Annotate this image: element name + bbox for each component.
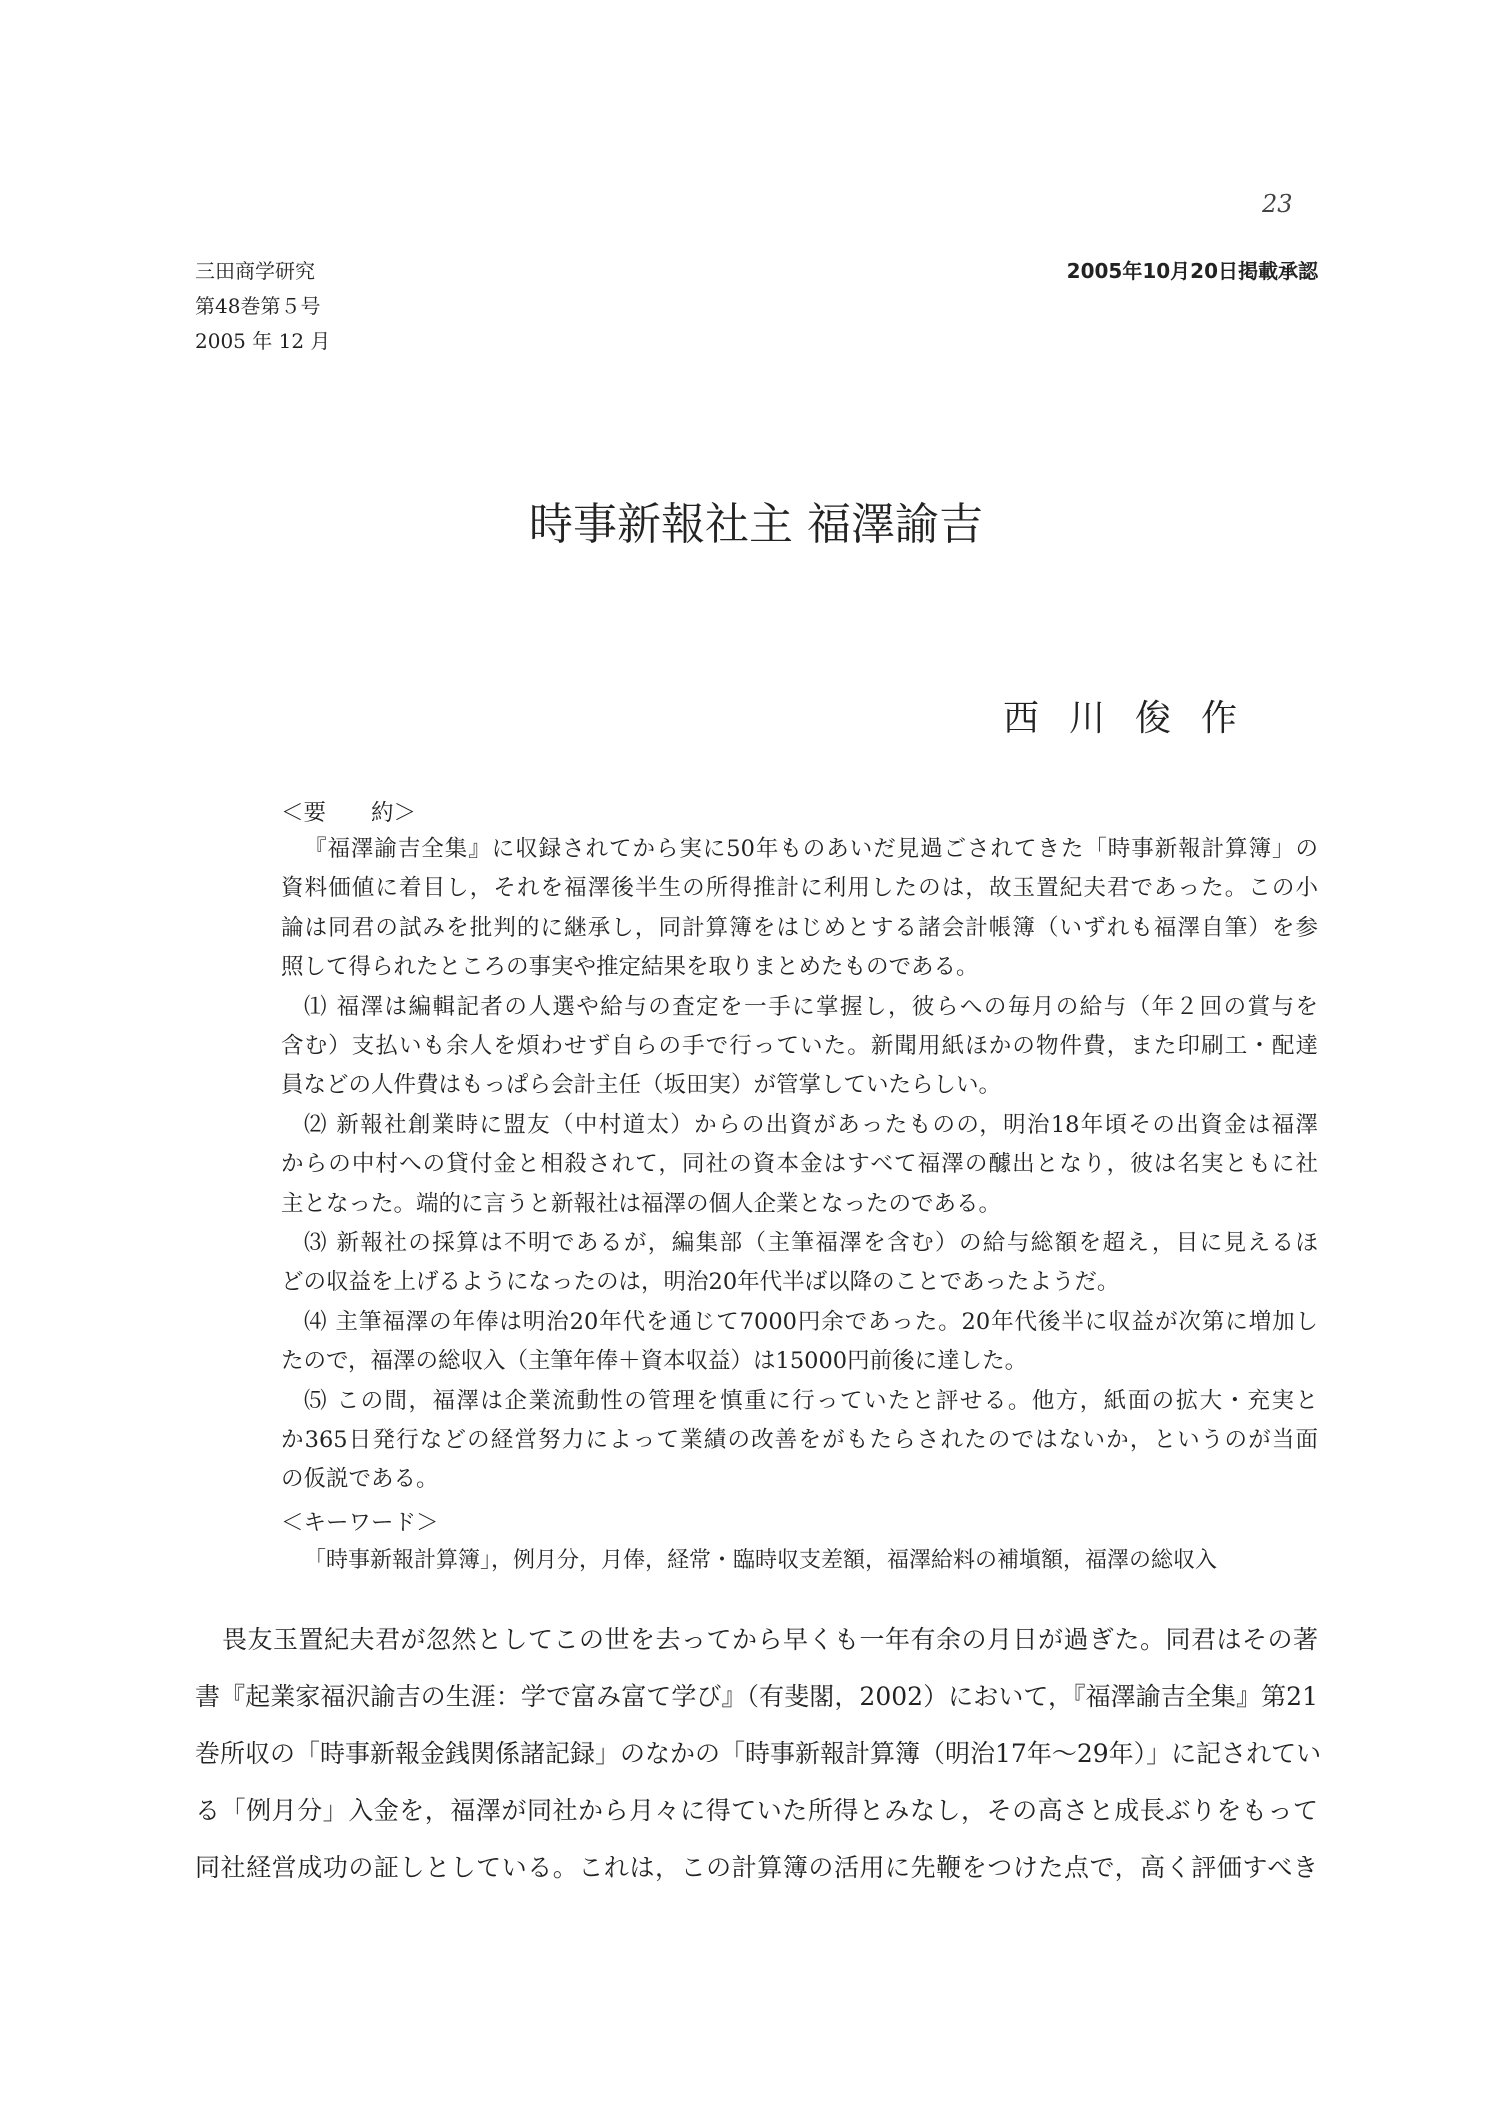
abstract-line: の仮説である。: [281, 1466, 439, 1493]
approval-date: 2005年10月20日掲載承認: [1066, 259, 1318, 283]
body-line: る「例月分」入金を，福澤が同社から月々に得ていた所得とみなし，その高さと成長ぶりをもって: [195, 1796, 1318, 1825]
keywords-heading: ＜キーワード＞: [281, 1510, 439, 1536]
abstract-line: ⑶ 新報社の採算は不明であるが，編集部（主筆福澤を含む）の給与総額を超え，目に見えるほ: [304, 1230, 1318, 1256]
article-title: 時事新報社主 福澤諭吉: [529, 499, 983, 550]
abstract-heading: ＜要 約＞: [281, 800, 417, 826]
abstract-line: か365日発行などの経営努力によって業績の改善をがもたらされたのではないか，というのが当面: [281, 1427, 1318, 1453]
abstract-line: どの収益を上げるようになったのは，明治20年代半ば以降のことであったようだ。: [281, 1269, 1120, 1296]
abstract-line: 主となった。端的に言うと新報社は福澤の個人企業となったのである。: [281, 1190, 1002, 1217]
author-name: 西川俊作: [1002, 698, 1267, 739]
page-number: 23: [1262, 190, 1293, 218]
abstract-line: 資料価値に着目し，それを福澤後半生の所得推計に利用したのは，故玉置紀夫君であった。この小: [281, 875, 1318, 902]
body-line: 巻所収の「時事新報金銭関係諸記録」のなかの「時事新報計算簿（明治17年～29年）」に記されてい: [195, 1739, 1322, 1768]
abstract-line: ⑷ 主筆福澤の年俸は明治20年代を通じて7000円余であった。20年代後半に収益が次第に増加し: [304, 1308, 1318, 1335]
abstract-line: たので，福澤の総収入（主筆年俸＋資本収益）は15000円前後に達した。: [281, 1348, 1028, 1375]
keywords-text: 「時事新報計算簿」，例月分，月俸，経常・臨時収支差額，福澤給料の補塡額，福澤の総収入: [304, 1548, 1218, 1573]
abstract-line: ⑸ この間，福澤は企業流動性の管理を慎重に行っていたと評せる。他方，紙面の拡大・充実と: [304, 1387, 1318, 1414]
abstract-line: からの中村への貸付金と相殺されて，同社の資本金はすべて福澤の醵出となり，彼は名実ともに社: [281, 1151, 1318, 1178]
body-line: 書『起業家福沢諭吉の生涯：学で富み富て学び』（有斐閣，2002）において，『福澤諭吉全集』第21: [195, 1682, 1318, 1711]
abstract-line: 照して得られたところの事実や推定結果を取りまとめたものである。: [281, 954, 979, 981]
journal-date: 2005 年 12 月: [195, 329, 331, 353]
body-line: 同社経営成功の証しとしている。これは，この計算簿の活用に先鞭をつけた点で，高く評価すべき: [195, 1853, 1318, 1882]
journal-name: 三田商学研究: [195, 259, 315, 283]
abstract-line: 『福澤諭吉全集』に収録されてから実に50年ものあいだ見過ごされてきた「時事新報計算簿」の: [304, 836, 1318, 862]
journal-volume: 第48巻第５号: [195, 294, 321, 318]
abstract-line: ⑴ 福澤は編輯記者の人選や給与の査定を一手に掌握し，彼らへの毎月の給与（年２回の賞与を: [304, 993, 1318, 1020]
body-line: 畏友玉置紀夫君が忽然としてこの世を去ってから早くも一年有余の月日が過ぎた。同君はその著: [222, 1625, 1318, 1654]
abstract-line: 論は同君の試みを批判的に継承し，同計算簿をはじめとする諸会計帳簿（いずれも福澤自筆）を参: [281, 914, 1318, 941]
abstract-line: 含む）支払いも余人を煩わせず自らの手で行っていた。新聞用紙ほかの物件費，また印刷工・配達: [281, 1033, 1318, 1059]
abstract-line: ⑵ 新報社創業時に盟友（中村道太）からの出資があったものの，明治18年頃その出資金は福澤: [304, 1111, 1318, 1138]
abstract-line: 員などの人件費はもっぱら会計主任（坂田実）が管掌していたらしい。: [281, 1072, 1002, 1099]
